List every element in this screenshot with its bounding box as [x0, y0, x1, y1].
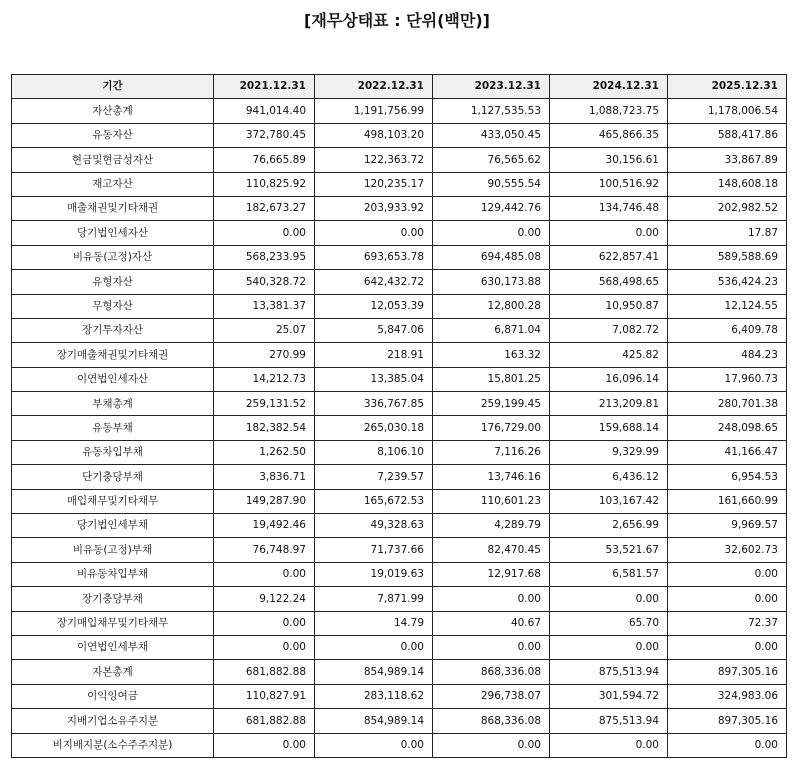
value-cell: 1,178,006.54 [668, 99, 787, 123]
value-cell: 693,653.78 [315, 245, 433, 269]
value-cell: 53,521.67 [550, 538, 668, 562]
row-label: 자산총계 [12, 99, 214, 123]
value-cell: 103,167.42 [550, 489, 668, 513]
table-row [12, 611, 787, 635]
value-cell: 213,209.81 [550, 392, 668, 416]
value-cell: 110,827.91 [214, 684, 315, 708]
value-cell: 336,767.85 [315, 392, 433, 416]
table-row [12, 245, 787, 269]
table-row [12, 489, 787, 513]
value-cell: 868,336.08 [433, 660, 550, 684]
table-row [12, 343, 787, 367]
value-cell: 10,950.87 [550, 294, 668, 318]
value-cell: 100,516.92 [550, 172, 668, 196]
value-cell: 270.99 [214, 343, 315, 367]
value-cell: 1,127,535.53 [433, 99, 550, 123]
value-cell: 7,116.26 [433, 440, 550, 464]
row-label: 지배기업소유주지분 [12, 709, 214, 733]
value-cell: 16,096.14 [550, 367, 668, 391]
row-label: 이연법인세부채 [12, 635, 214, 659]
value-cell: 14,212.73 [214, 367, 315, 391]
value-cell: 0.00 [433, 733, 550, 757]
value-cell: 202,982.52 [668, 196, 787, 220]
value-cell: 568,233.95 [214, 245, 315, 269]
value-cell: 897,305.16 [668, 709, 787, 733]
table-header-row [12, 75, 787, 99]
value-cell: 12,124.55 [668, 294, 787, 318]
row-label: 비유동(고정)자산 [12, 245, 214, 269]
table-row [12, 709, 787, 733]
row-label: 매출채권및기타채권 [12, 196, 214, 220]
row-label: 유동자산 [12, 123, 214, 147]
row-label: 자본총계 [12, 660, 214, 684]
value-cell: 0.00 [315, 635, 433, 659]
table-row [12, 196, 787, 220]
value-cell: 0.00 [668, 562, 787, 586]
value-cell: 0.00 [550, 733, 668, 757]
table-row [12, 587, 787, 611]
value-cell: 71,737.66 [315, 538, 433, 562]
value-cell: 6,581.57 [550, 562, 668, 586]
table-row [12, 562, 787, 586]
value-cell: 32,602.73 [668, 538, 787, 562]
value-cell: 6,871.04 [433, 318, 550, 342]
table-row [12, 635, 787, 659]
value-cell: 163.32 [433, 343, 550, 367]
value-cell: 0.00 [214, 635, 315, 659]
table-row [12, 440, 787, 464]
row-label: 유동차입부채 [12, 440, 214, 464]
value-cell: 182,382.54 [214, 416, 315, 440]
value-cell: 6,954.53 [668, 465, 787, 489]
value-cell: 296,738.07 [433, 684, 550, 708]
table-row [12, 99, 787, 123]
value-cell: 0.00 [214, 562, 315, 586]
value-cell: 76,748.97 [214, 538, 315, 562]
row-label: 이익잉여금 [12, 684, 214, 708]
value-cell: 30,156.61 [550, 148, 668, 172]
row-label: 당기법인세부채 [12, 514, 214, 538]
value-cell: 13,381.37 [214, 294, 315, 318]
row-label: 비유동(고정)부채 [12, 538, 214, 562]
row-label: 매입채무및기타채무 [12, 489, 214, 513]
value-cell: 941,014.40 [214, 99, 315, 123]
value-cell: 0.00 [433, 587, 550, 611]
value-cell: 536,424.23 [668, 270, 787, 294]
row-label: 비유동차입부채 [12, 562, 214, 586]
value-cell: 6,409.78 [668, 318, 787, 342]
balance-sheet-table [11, 74, 787, 758]
row-label: 이연법인세자산 [12, 367, 214, 391]
value-cell: 82,470.45 [433, 538, 550, 562]
value-cell: 65.70 [550, 611, 668, 635]
table-body [12, 99, 787, 758]
table-row [12, 416, 787, 440]
value-cell: 8,106.10 [315, 440, 433, 464]
value-cell: 0.00 [315, 733, 433, 757]
value-cell: 134,746.48 [550, 196, 668, 220]
value-cell: 2,656.99 [550, 514, 668, 538]
value-cell: 324,983.06 [668, 684, 787, 708]
value-cell: 41,166.47 [668, 440, 787, 464]
value-cell: 0.00 [550, 635, 668, 659]
value-cell: 568,498.65 [550, 270, 668, 294]
row-label: 부채총계 [12, 392, 214, 416]
row-label: 장기투자자산 [12, 318, 214, 342]
value-cell: 0.00 [668, 587, 787, 611]
value-cell: 259,131.52 [214, 392, 315, 416]
value-cell: 622,857.41 [550, 245, 668, 269]
value-cell: 0.00 [214, 221, 315, 245]
value-cell: 90,555.54 [433, 172, 550, 196]
value-cell: 0.00 [550, 221, 668, 245]
value-cell: 301,594.72 [550, 684, 668, 708]
row-label: 당기법인세자산 [12, 221, 214, 245]
table-row [12, 660, 787, 684]
table-row [12, 367, 787, 391]
value-cell: 72.37 [668, 611, 787, 635]
value-cell: 1,262.50 [214, 440, 315, 464]
header-2023: 2023.12.31 [433, 75, 550, 99]
value-cell: 176,729.00 [433, 416, 550, 440]
value-cell: 110,601.23 [433, 489, 550, 513]
value-cell: 259,199.45 [433, 392, 550, 416]
value-cell: 76,665.89 [214, 148, 315, 172]
value-cell: 1,191,756.99 [315, 99, 433, 123]
value-cell: 17.87 [668, 221, 787, 245]
value-cell: 0.00 [214, 733, 315, 757]
value-cell: 161,660.99 [668, 489, 787, 513]
value-cell: 0.00 [668, 733, 787, 757]
value-cell: 17,960.73 [668, 367, 787, 391]
value-cell: 372,780.45 [214, 123, 315, 147]
value-cell: 25.07 [214, 318, 315, 342]
value-cell: 40.67 [433, 611, 550, 635]
value-cell: 0.00 [214, 611, 315, 635]
header-2024: 2024.12.31 [550, 75, 668, 99]
header-2021: 2021.12.31 [214, 75, 315, 99]
value-cell: 3,836.71 [214, 465, 315, 489]
value-cell: 19,492.46 [214, 514, 315, 538]
value-cell: 12,917.68 [433, 562, 550, 586]
table-row [12, 733, 787, 757]
value-cell: 589,588.69 [668, 245, 787, 269]
value-cell: 875,513.94 [550, 709, 668, 733]
value-cell: 15,801.25 [433, 367, 550, 391]
value-cell: 465,866.35 [550, 123, 668, 147]
row-label: 유동부채 [12, 416, 214, 440]
value-cell: 897,305.16 [668, 660, 787, 684]
value-cell: 13,746.16 [433, 465, 550, 489]
row-label: 장기매출채권및기타채권 [12, 343, 214, 367]
table-row [12, 465, 787, 489]
header-period: 기간 [12, 75, 214, 99]
row-label: 재고자산 [12, 172, 214, 196]
table-row [12, 270, 787, 294]
value-cell: 7,082.72 [550, 318, 668, 342]
value-cell: 13,385.04 [315, 367, 433, 391]
value-cell: 159,688.14 [550, 416, 668, 440]
table-row [12, 318, 787, 342]
row-label: 비지배지분(소수주주지분) [12, 733, 214, 757]
value-cell: 9,122.24 [214, 587, 315, 611]
row-label: 무형자산 [12, 294, 214, 318]
value-cell: 0.00 [668, 635, 787, 659]
table-row [12, 172, 787, 196]
table-row [12, 514, 787, 538]
value-cell: 0.00 [550, 587, 668, 611]
value-cell: 7,239.57 [315, 465, 433, 489]
row-label: 유형자산 [12, 270, 214, 294]
value-cell: 875,513.94 [550, 660, 668, 684]
value-cell: 588,417.86 [668, 123, 787, 147]
value-cell: 129,442.76 [433, 196, 550, 220]
value-cell: 280,701.38 [668, 392, 787, 416]
value-cell: 6,436.12 [550, 465, 668, 489]
value-cell: 425.82 [550, 343, 668, 367]
row-label: 장기매입채무및기타채무 [12, 611, 214, 635]
table-row [12, 538, 787, 562]
value-cell: 5,847.06 [315, 318, 433, 342]
value-cell: 148,608.18 [668, 172, 787, 196]
value-cell: 0.00 [315, 221, 433, 245]
value-cell: 0.00 [433, 221, 550, 245]
table-row [12, 221, 787, 245]
value-cell: 4,289.79 [433, 514, 550, 538]
value-cell: 19,019.63 [315, 562, 433, 586]
value-cell: 854,989.14 [315, 709, 433, 733]
value-cell: 110,825.92 [214, 172, 315, 196]
value-cell: 868,336.08 [433, 709, 550, 733]
value-cell: 149,287.90 [214, 489, 315, 513]
value-cell: 484.23 [668, 343, 787, 367]
page-title: [재무상태표 : 단위(백만)] [304, 11, 490, 30]
value-cell: 681,882.88 [214, 660, 315, 684]
value-cell: 248,098.65 [668, 416, 787, 440]
row-label: 단기충당부채 [12, 465, 214, 489]
value-cell: 854,989.14 [315, 660, 433, 684]
value-cell: 0.00 [433, 635, 550, 659]
header-2022: 2022.12.31 [315, 75, 433, 99]
value-cell: 540,328.72 [214, 270, 315, 294]
value-cell: 283,118.62 [315, 684, 433, 708]
value-cell: 9,329.99 [550, 440, 668, 464]
value-cell: 681,882.88 [214, 709, 315, 733]
table-row [12, 123, 787, 147]
value-cell: 433,050.45 [433, 123, 550, 147]
table-row [12, 684, 787, 708]
value-cell: 182,673.27 [214, 196, 315, 220]
value-cell: 642,432.72 [315, 270, 433, 294]
header-2025: 2025.12.31 [668, 75, 787, 99]
value-cell: 14.79 [315, 611, 433, 635]
value-cell: 498,103.20 [315, 123, 433, 147]
value-cell: 7,871.99 [315, 587, 433, 611]
value-cell: 9,969.57 [668, 514, 787, 538]
value-cell: 120,235.17 [315, 172, 433, 196]
table-row [12, 392, 787, 416]
value-cell: 218.91 [315, 343, 433, 367]
value-cell: 12,800.28 [433, 294, 550, 318]
value-cell: 76,565.62 [433, 148, 550, 172]
table-row [12, 294, 787, 318]
value-cell: 1,088,723.75 [550, 99, 668, 123]
value-cell: 203,933.92 [315, 196, 433, 220]
value-cell: 265,030.18 [315, 416, 433, 440]
row-label: 현금및현금성자산 [12, 148, 214, 172]
value-cell: 49,328.63 [315, 514, 433, 538]
value-cell: 33,867.89 [668, 148, 787, 172]
value-cell: 630,173.88 [433, 270, 550, 294]
value-cell: 12,053.39 [315, 294, 433, 318]
value-cell: 122,363.72 [315, 148, 433, 172]
value-cell: 694,485.08 [433, 245, 550, 269]
value-cell: 165,672.53 [315, 489, 433, 513]
table-row [12, 148, 787, 172]
row-label: 장기충당부채 [12, 587, 214, 611]
